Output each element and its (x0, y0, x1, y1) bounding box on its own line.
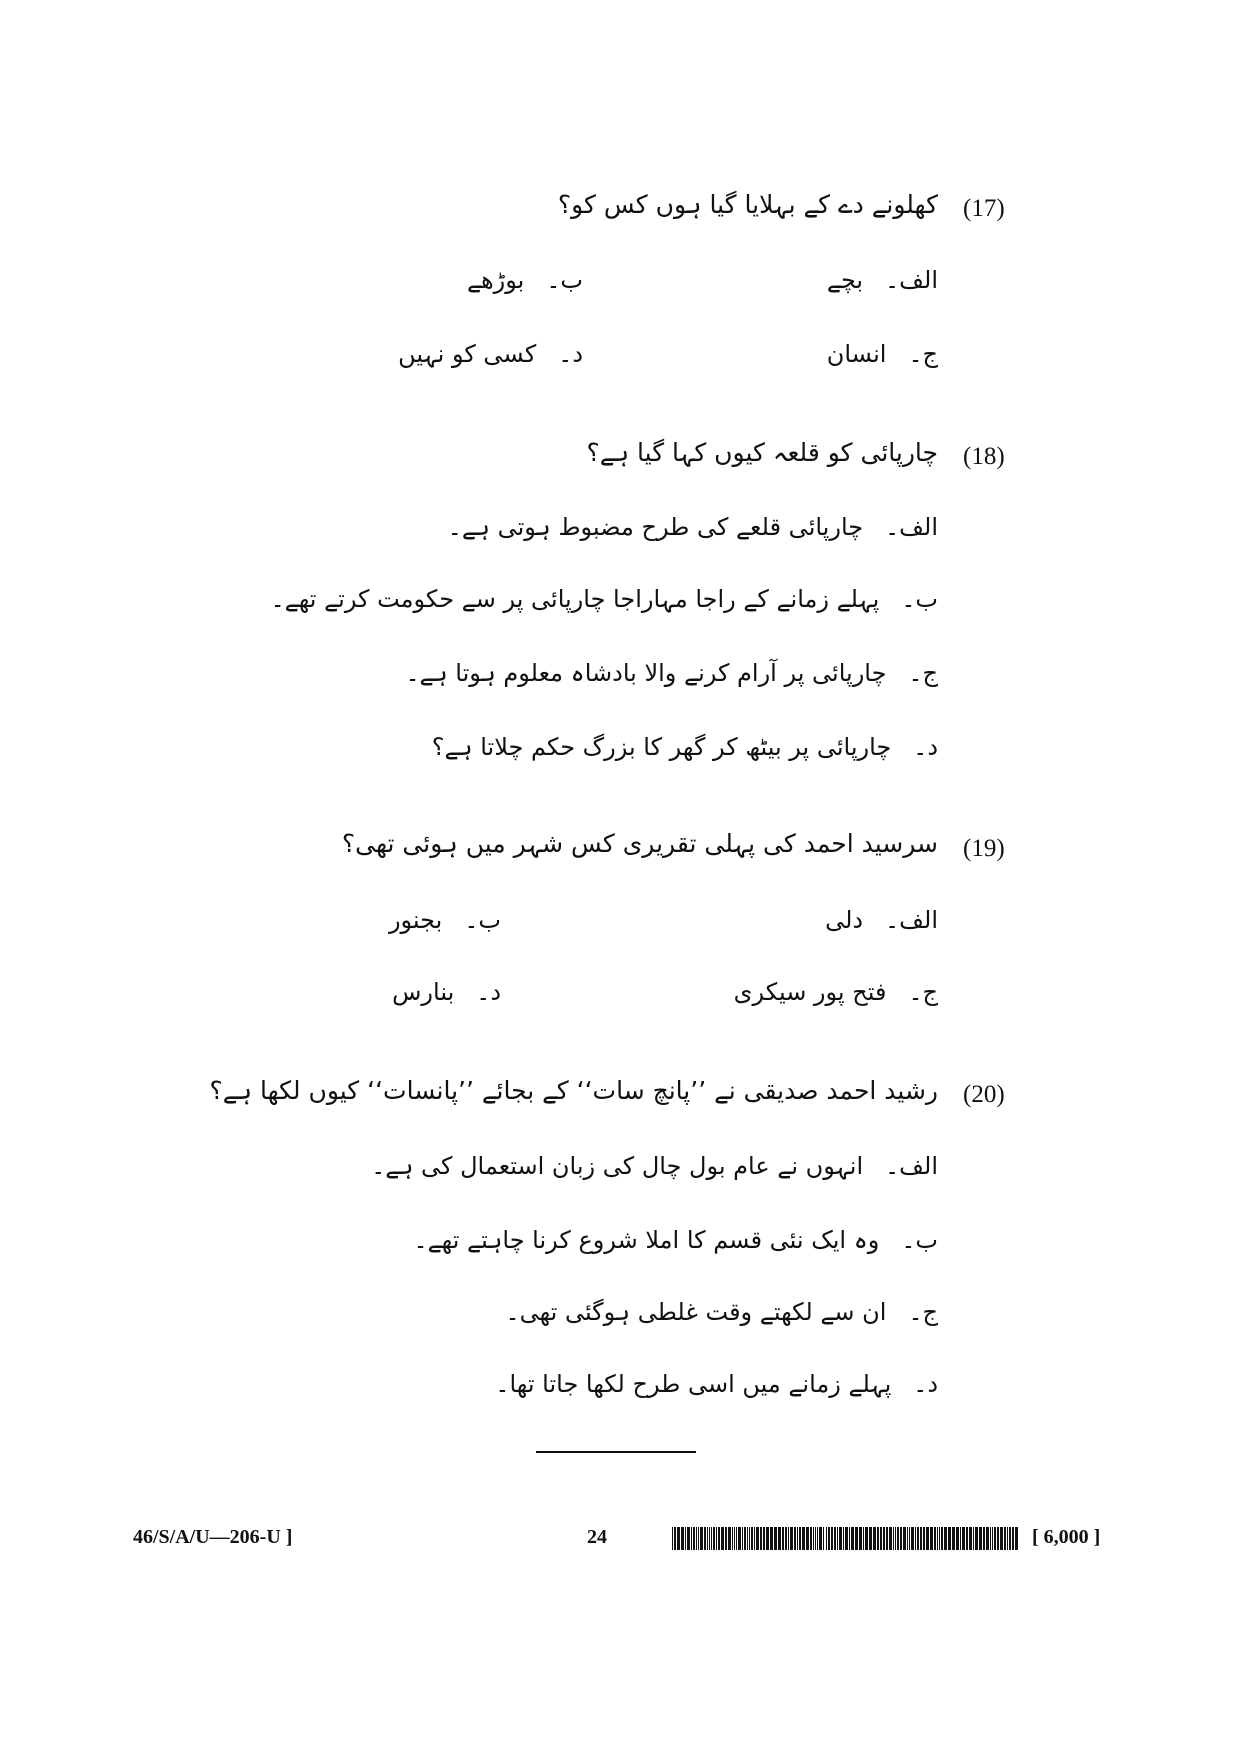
option-text: ان سے لکھتے وقت غلطی ہوگئی تھی۔ (505, 1298, 887, 1326)
option-label: ج۔ (908, 340, 938, 368)
option-label: ب۔ (901, 585, 938, 613)
option-text: انسان (826, 340, 887, 368)
option-b (414, 1226, 938, 1254)
question-text: سرسید احمد کی پہلی تقریری کس شہر میں ہوئی تھی؟ (341, 829, 938, 858)
option-c (506, 1298, 939, 1326)
option-text: وہ ایک نئی قسم کا املا شروع کرنا چاہتے تھے۔ (413, 1226, 880, 1254)
option-label: د۔ (913, 733, 938, 761)
end-rule (536, 1451, 696, 1453)
option-label: الف۔ (885, 513, 938, 541)
option-c (827, 340, 938, 368)
option-label: الف۔ (885, 266, 938, 294)
option-d (392, 978, 501, 1006)
option-label: د۔ (913, 1370, 938, 1398)
option-label: الف۔ (885, 906, 938, 934)
option-text: پہلے زمانے میں اسی طرح لکھا جاتا تھا۔ (495, 1370, 892, 1398)
question-number: (18) (963, 443, 1005, 470)
option-a (448, 513, 938, 541)
option-text: بوڑھے (466, 266, 525, 294)
option-text: چارپائی قلعے کی طرح مضبوط ہوتی ہے۔ (447, 513, 864, 541)
option-label: ب۔ (464, 906, 501, 934)
question-text: چارپائی کو قلعہ کیوں کہا گیا ہے؟ (586, 438, 938, 467)
question-number: (17) (963, 195, 1005, 222)
option-text: پہلے زمانے کے راجا مہاراجا چارپائی پر سے حکومت کرتے تھے۔ (270, 585, 880, 613)
option-text: بنارس (392, 978, 455, 1006)
option-b (467, 266, 583, 294)
option-text: بجنور (388, 906, 443, 934)
option-b (271, 585, 938, 613)
option-label: ج۔ (908, 659, 938, 687)
option-text: دلی (825, 906, 864, 934)
paper-code: 46/S/A/U—206-U ] (133, 1526, 293, 1548)
question-number: (19) (963, 835, 1005, 862)
option-label: ج۔ (908, 978, 938, 1006)
option-label: الف۔ (885, 1152, 938, 1180)
question-text: رشید احمد صدیقی نے ’’پانچ سات‘‘ کے بجائے ’’پانسات‘‘ کیوں لکھا ہے؟ (209, 1076, 938, 1105)
option-a (825, 906, 938, 934)
question-text: کھلونے دے کے بہلایا گیا ہوں کس کو؟ (557, 190, 938, 219)
option-label: ب۔ (546, 266, 583, 294)
print-quantity: [ 6,000 ] (1032, 1526, 1101, 1548)
option-text: چارپائی پر آرام کرنے والا بادشاہ معلوم ہوتا ہے۔ (405, 659, 887, 687)
barcode-icon (672, 1527, 1020, 1550)
option-c (734, 978, 938, 1006)
option-d (398, 340, 583, 368)
option-text: کسی کو نہیں (398, 340, 537, 368)
option-label: د۔ (476, 978, 501, 1006)
option-text: فتح پور سیکری (733, 978, 887, 1006)
option-d (495, 1370, 938, 1398)
option-text: چارپائی پر بیٹھ کر گھر کا بزرگ حکم چلاتا ہے؟ (431, 733, 892, 761)
option-text: بچے (826, 266, 864, 294)
option-label: ب۔ (901, 1226, 938, 1254)
option-text: انہوں نے عام بول چال کی زبان استعمال کی ہے۔ (371, 1152, 864, 1180)
option-c (405, 659, 938, 687)
option-d (432, 733, 938, 761)
option-a (371, 1152, 938, 1180)
option-a (827, 266, 938, 294)
option-label: ج۔ (908, 1298, 938, 1326)
question-number: (20) (963, 1081, 1005, 1108)
option-label: د۔ (558, 340, 583, 368)
page-number: 24 (587, 1526, 607, 1548)
option-b (389, 906, 501, 934)
